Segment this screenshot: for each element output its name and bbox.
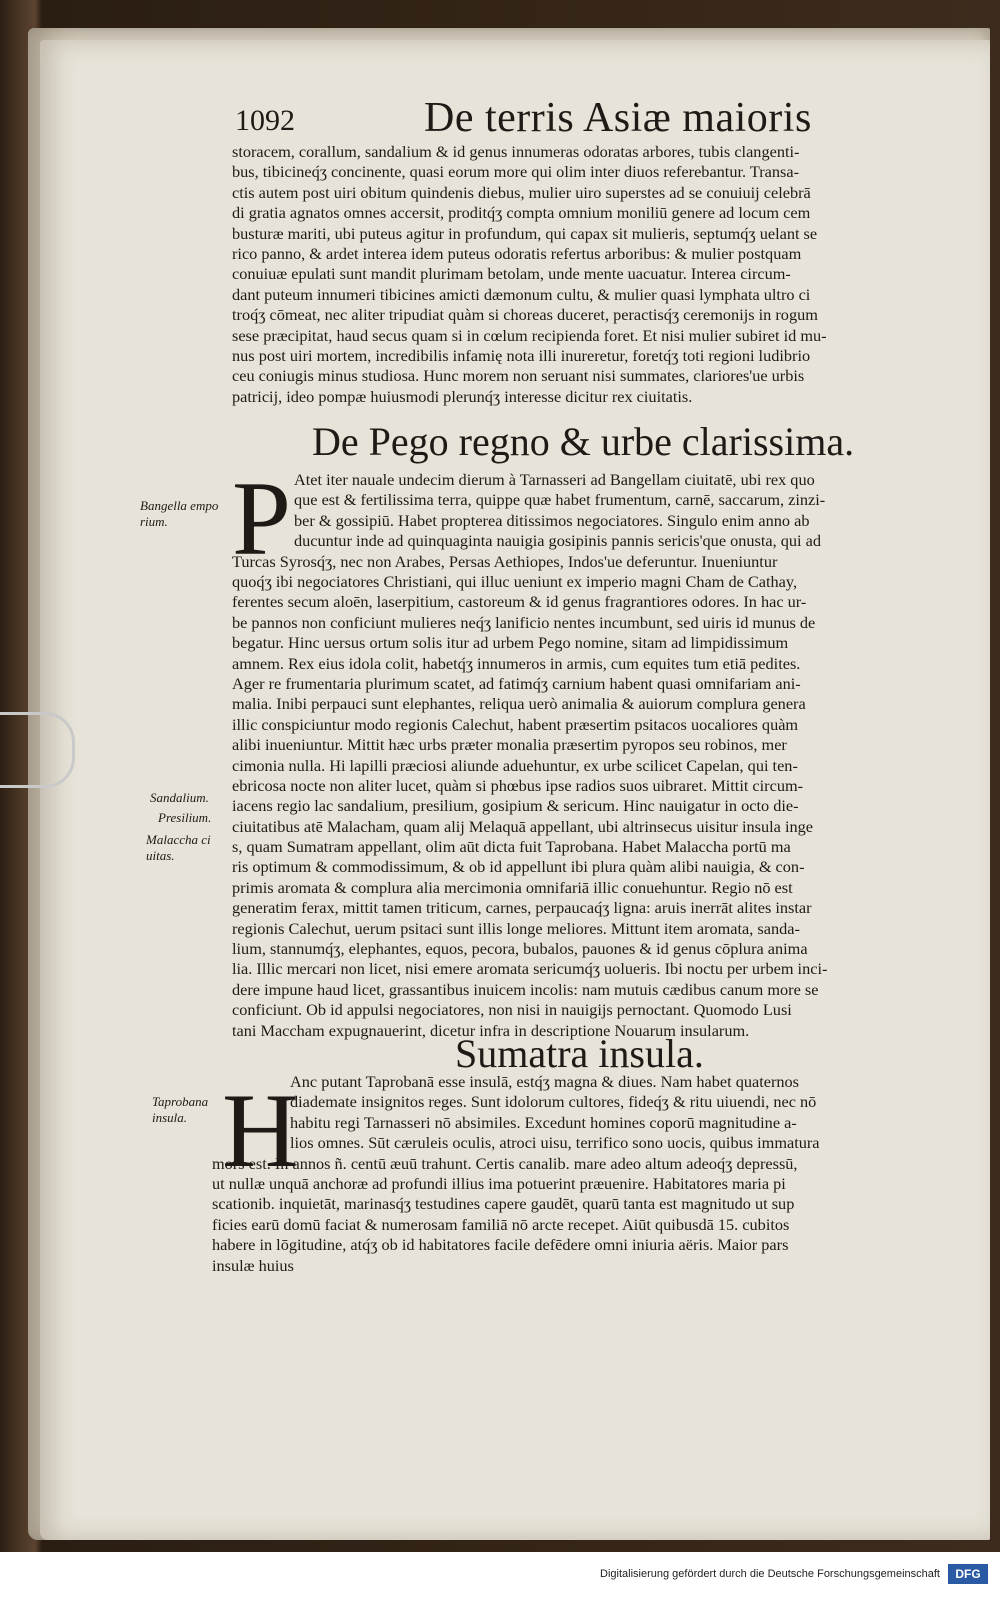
running-head: De terris Asiæ maioris — [424, 95, 812, 141]
page-number: 1092 — [235, 104, 295, 137]
margin-note-sandalium: Sandalium. — [150, 790, 209, 805]
text-line: lium, stannumq́ʒ, elephantes, equos, pecora, bubalos, pauones & id genus cōplura anima — [232, 939, 808, 959]
text-line: dere impune haud licet, grassantibus inuicem incolis: nam mutuis cædibus canum more se — [232, 979, 819, 999]
text-line: patricij, ideo pompæ huiusmodi plerunq́ʒ interesse dicitur rex ciuitatis. — [232, 386, 693, 406]
text-line: diademate insignitos reges. Sunt idolorum cultores, fideq́ʒ & ritu uiuendi, nec nō — [290, 1092, 817, 1112]
text-line: ducuntur inde ad quinquaginta nauigia gosipinis pannis sericis'que onusta, qui ad — [294, 531, 822, 551]
text-line: iacens regio lac sandalium, presilium, gosipium & sericum. Hinc nauigatur in octo die- — [232, 796, 799, 816]
text-line: ciuitatibus atē Malacham, quam alij Melaquā appellant, ubi altrinsecus uisitur insula inge — [232, 816, 813, 836]
text-line: ris optimum & commodissimum, & ob id appellunt ibi plura quàm alibi nauigia, & con- — [232, 857, 805, 877]
text-line: conficiunt. Ob id appulsi negociatores, non nisi in nauigijs pernoctant. Quomodo Lusi — [232, 1000, 792, 1020]
text-line: Ager re frumentaria plurimum scatet, ad fatimq́ʒ carnium habent quasi omnifariam ani- — [232, 673, 801, 693]
text-line: Atet iter nauale undecim dierum à Tarnasseri ad Bangellam ciuitatē, ubi rex quo — [294, 470, 815, 489]
text-line: Anc putant Taprobanā esse insulā, estq́ʒ magna & diues. Nam habet quaternos — [290, 1072, 800, 1091]
text-line: illic conspiciuntur modo regionis Calechut, habent præsertim psitacos uocaliores quàm — [232, 714, 799, 734]
sumatra-paragraph — [212, 1154, 912, 1276]
sumatra-section-title: Sumatra insula. — [455, 1031, 704, 1076]
text-line: lia. Illic mercari non licet, nisi emere aromata sericumq́ʒ uolueris. Ibi noctu per urbem inci- — [232, 959, 828, 979]
text-line: troq́ʒ cōmeat, nec aliter tripudiat quàm si choreas duceret, peractisq́ʒ ceremonijs in rogum — [232, 305, 818, 325]
margin-note-presilium: Presilium. — [158, 810, 212, 825]
text-line: rico panno, & ardet interea idem puteus odoratis refertus arboribus: & mulier postquam — [232, 243, 802, 263]
text-line: conuiuæ epulati sunt mandit plurimam betolam, unde mente uacuatur. Interea circum- — [232, 264, 791, 284]
text-line: ebricosa nocte non aliter lucet, quàm si phœbus ipse radios suos uibraret. Mittit circum- — [232, 775, 804, 795]
text-line: habere in lōgitudine, atq́ʒ ob id habitatores facile defēdere omni iniuria aëris. Maior pars — [212, 1235, 789, 1255]
text-line: ut nullæ unquā anchoræ ad profundi illius ima potuerint præuenire. Habitatores maria pi — [212, 1173, 786, 1193]
footer-credit: Digitalisierung gefördert durch die Deutsche Forschungsgemeinschaft — [600, 1568, 940, 1580]
text-line: ber & gossipiū. Habet propterea ditissimos negociatores. Singulo enim anno ab — [294, 510, 810, 530]
text-line: quoq́ʒ ibi negociatores Christiani, qui illuc ueniunt ex imperio magni Cham de Cathay, — [232, 571, 798, 591]
text-line: regionis Calechut, uerum psitaci sunt illis longe meliores. Mittunt item aromata, sanda- — [232, 918, 800, 938]
text-line: cimonia nulla. Hi lapilli præciosi aliunde aduehuntur, ex urbe scilicet Capelan, qui ten- — [232, 755, 798, 775]
footer-bar — [0, 1552, 1000, 1600]
text-line: amnem. Rex eius idola colit, habetq́ʒ innumeros in armis, cum equites tum etiā pedites. — [232, 653, 801, 673]
text-line: Turcas Syrosq́ʒ, nec non Arabes, Persas Aethiopes, Indos'ue deferuntur. Inueniuntur — [232, 551, 778, 571]
pego-section-title: De Pego regno & urbe clarissima. — [312, 419, 855, 464]
text-line: di gratia agnatos omnes accersit, proditq́ʒ compta omnium moniliū genere ad locum cem — [232, 203, 811, 223]
text-line: que est & fertilissima terra, quippe quæ habet frumentum, carnē, saccarum, zinzi- — [294, 490, 826, 510]
text-line: lios omnes. Sūt cæruleis oculis, atroci uisu, terrifico sono uocis, quibus immatura — [290, 1133, 820, 1153]
sumatra-dropcap: H — [222, 1072, 299, 1189]
text-line: malia. Inibi perpauci sunt elephantes, reliqua uerò animalia & auiorum complura genera — [232, 694, 806, 714]
pego-paragraph — [232, 552, 912, 1041]
text-line: bus, tibicineq́ʒ concinente, quasi eorum more qui olim inter diuos referebantur. Transa- — [232, 162, 799, 182]
paper-clip-marker — [0, 712, 75, 788]
text-line: ceu coniugis minus studiosa. Hunc morem non seruant nisi summates, clariores'ue urbis — [232, 366, 805, 386]
margin-note-bangella: Bangella empo rium. — [140, 498, 219, 529]
text-line: s, quam Sumatram appellant, olim aūt dicta fuit Taprobana. Habet Malaccha portū ma — [232, 837, 791, 857]
pego-paragraph-indented — [294, 470, 912, 552]
text-line: primis aromata & complura alia mercimonia omnifariā illic conuehuntur. Regio nō est — [232, 877, 793, 897]
text-line: insulæ huius — [212, 1255, 294, 1275]
text-line: tani Maccham expugnauerint, dicetur infra in descriptione Nouarum insularum. — [232, 1020, 750, 1040]
text-line: ctis autem post uiri obitum quindenis diebus, mulier uiro superstes ad se conuiuij celebrā — [232, 182, 811, 202]
text-line: busturæ mariti, ubi puteus agitur in profundum, qui capax sit mulieris, septumq́ʒ uelant se — [232, 223, 818, 243]
text-line: ficies earū domū faciat & numerosam familiā nō arcte recepet. Aiūt quibusdā 15. cubitos — [212, 1214, 790, 1234]
text-line: alibi inueniuntur. Mittit hæc urbs præter monalia præsertim pyropos seu robinos, mer — [232, 735, 787, 755]
text-line: nus post uiri mortem, incredibilis infamię nota illi inureretur, foretq́ʒ toti regioni ludibrio — [232, 345, 811, 365]
text-line: habitu regi Tarnasseri nō absimiles. Excedunt homines coporū magnitudine a- — [290, 1112, 797, 1132]
text-line: generatim ferax, mittit tamen triticum, carnes, perpaucaq́ʒ ligna: aruis inerrāt alites instar — [232, 898, 812, 918]
text-line: mors est. In annos ñ. centū æuū trahunt. Certis canalib. mare adeo altum adeoq́ʒ depressū, — [212, 1153, 798, 1173]
intro-paragraph — [232, 142, 912, 407]
text-line: begatur. Hinc uersus ortum solis itur ad urbem Pego nomine, sitam ad limpidissimum — [232, 633, 789, 653]
text-line: storacem, corallum, sandalium & id genus innumeras odoratas arbores, tubis clangenti- — [232, 142, 800, 161]
sumatra-paragraph-indented — [290, 1072, 912, 1154]
pego-dropcap: P — [232, 460, 291, 577]
text-line: dant puteum innumeri tibicines amicti dæmonum cultu, & mulier quasi lymphata ultro ci — [232, 284, 811, 304]
margin-note-malaccha: Malaccha ci uitas. — [146, 832, 211, 863]
dfg-logo: DFG — [948, 1564, 988, 1584]
text-line: be pannos non conficiunt mulieres neq́ʒ lanificio nentes incumbunt, sed uiris id munus de — [232, 612, 816, 632]
text-line: ferentes secum aloēn, laserpitium, castoreum & id genus fragrantiores odores. In hac ur- — [232, 592, 807, 612]
text-line: sese præcipitat, haud secus quam si in cœlum recipienda foret. Et nisi mulier subiret id mu- — [232, 325, 827, 345]
text-line: scationib. inquietāt, marinasq́ʒ testudines capere gaudēt, quarū tanta est magnitudo ut sup — [212, 1194, 795, 1214]
margin-note-taprobana: Taprobana insula. — [152, 1094, 209, 1125]
